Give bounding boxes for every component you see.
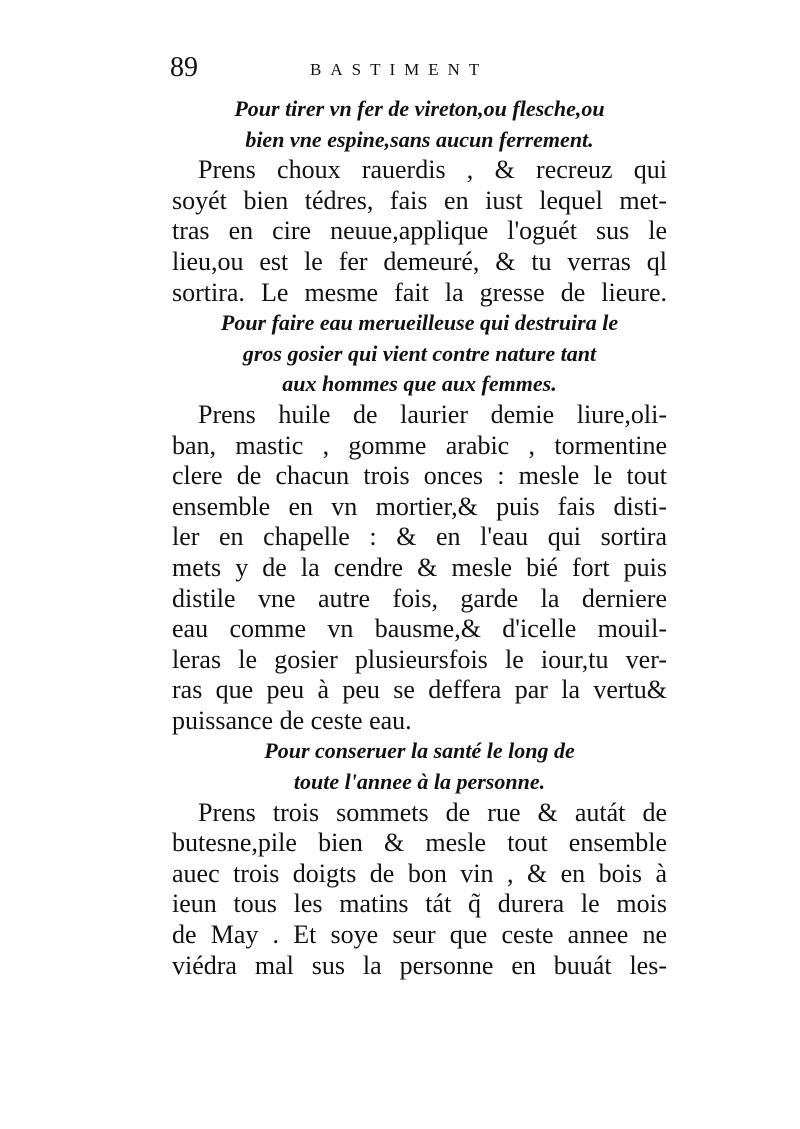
- page-body: [172, 94, 667, 981]
- text-line: ban, mastic , gomme arabic , tormentine: [172, 430, 667, 460]
- recipe-paragraph: [172, 798, 667, 982]
- text-line: Prens choux rauerdis , & recreuz qui: [198, 155, 667, 185]
- text-line: sortira. Le mesme fait la gresse de lieure.: [172, 277, 667, 307]
- text-line: ensemble en vn mortier,& puis fais disti-: [172, 491, 667, 521]
- heading-line: Pour faire eau merueilleuse qui destruira le: [220, 310, 619, 336]
- page-number: 89: [170, 52, 198, 83]
- text-line: auec trois doigts de bon vin , & en bois à: [172, 858, 667, 888]
- running-head: BASTIMENT: [310, 60, 489, 79]
- text-line: viédra mal sus la personne en buuát les-: [172, 950, 667, 980]
- text-line: soyét bien tédres, fais en iust lequel met-: [172, 185, 667, 215]
- text-line: butesne,pile bien & mesle tout ensemble: [172, 828, 667, 858]
- text-line: ras que peu à peu se deffera par la vertu&: [172, 675, 667, 705]
- text-line: Prens trois sommets de rue & autát de: [198, 797, 667, 827]
- recipe-heading: [172, 736, 667, 797]
- heading-line: toute l'annee à la personne.: [293, 769, 546, 795]
- heading-line: gros gosier qui vient contre nature tant: [242, 340, 597, 366]
- page-header: [170, 52, 670, 88]
- text-line: tras en cire neuue,applique l'oguét sus le: [172, 216, 667, 246]
- text-line: Prens huile de laurier demie liure,oli-: [198, 399, 667, 429]
- recipe-paragraph: [172, 400, 667, 737]
- text-line: puissance de ceste eau.: [172, 705, 412, 735]
- text-line: lieu,ou est le fer demeuré, & tu verras ql: [172, 246, 667, 276]
- heading-line: aux hommes que aux femmes.: [282, 371, 557, 397]
- text-line: clere de chacun trois onces : mesle le tout: [172, 461, 667, 491]
- text-line: ieun tous les matins tát q̃ durera le mois: [172, 889, 667, 919]
- text-line: de May . Et soye seur que ceste annee ne: [172, 920, 667, 950]
- text-line: eau comme vn bausme,& d'icelle mouil-: [172, 614, 667, 644]
- heading-line: Pour conseruer la santé le long de: [264, 738, 575, 764]
- text-line: distile vne autre fois, garde la derniere: [172, 583, 667, 613]
- recipe-heading: [172, 94, 667, 155]
- heading-line: bien vne espine,sans aucun ferrement.: [245, 126, 594, 152]
- text-line: leras le gosier plusieursfois le iour,tu ver-: [172, 644, 667, 674]
- text-line: ler en chapelle : & en l'eau qui sortira: [172, 522, 667, 552]
- recipe-paragraph: [172, 155, 667, 308]
- recipe-heading: [172, 308, 667, 400]
- text-line: mets y de la cendre & mesle bié fort puis: [172, 552, 667, 582]
- heading-line: Pour tirer vn fer de vireton,ou flesche,ou: [234, 96, 605, 121]
